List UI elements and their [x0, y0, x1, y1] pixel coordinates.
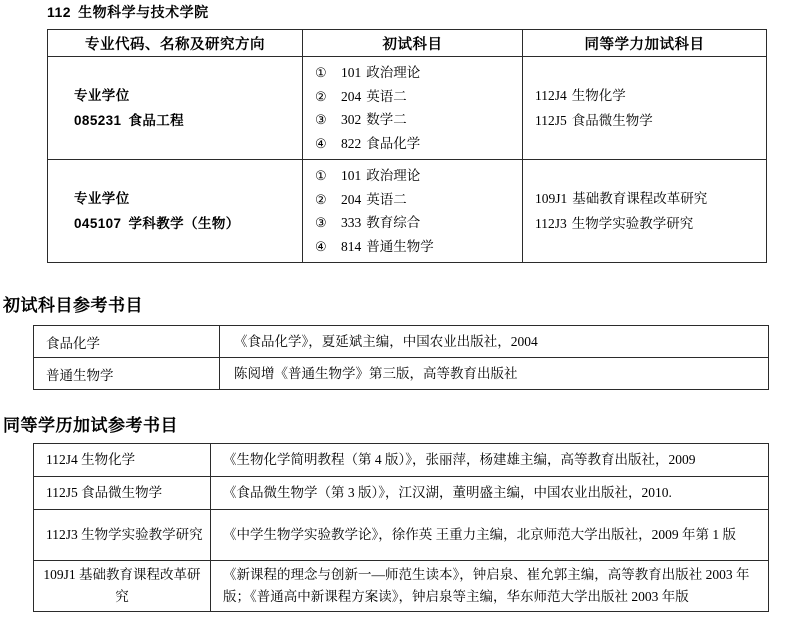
subject-name: 政治理论 — [366, 65, 421, 80]
additional-code: 112J4 — [535, 88, 567, 103]
subject-code: 204 — [341, 191, 362, 207]
additional-subject — [535, 186, 766, 211]
list-item — [315, 132, 522, 156]
equivalent-books-table — [33, 443, 769, 612]
major-code: 045107 — [74, 216, 122, 231]
major-cell — [48, 160, 303, 263]
table-row — [34, 444, 769, 477]
subject-code: 333 — [341, 215, 362, 230]
college-name: 生物科学与技术学院 — [78, 4, 209, 20]
book-subject-cell: 普通生物学 — [34, 358, 220, 390]
book-reference-cell: 《中学生物学实验教学论》，徐作英 王重力主编，北京师范大学出版社，2009 年第 1 版 — [211, 510, 769, 561]
college-code: 112 — [47, 4, 72, 20]
subject-code: 302 — [341, 112, 362, 127]
section-heading-primary-books: 初试科目参考书目 — [3, 296, 143, 315]
list-marker: ③ — [315, 112, 327, 127]
book-reference-cell: 《新课程的理念与创新一—师范生读本》，钟启泉、崔允郭主编，高等教育出版社 2003 年版；《普通高中新课程方案读》，钟启泉等主编，华东师范大学出版社 2003 年版 — [211, 561, 769, 612]
subject-name: 食品化学 — [366, 135, 421, 151]
degree-type: 专业学位 — [74, 88, 130, 103]
additional-code: 112J3 — [535, 216, 567, 231]
list-item — [315, 108, 522, 132]
additional-name: 基础教育课程改革研究 — [572, 191, 708, 206]
table-header-row — [48, 30, 767, 57]
subject-name: 政治理论 — [366, 168, 421, 183]
subject-name: 数学二 — [366, 112, 407, 127]
list-item — [315, 164, 522, 188]
book-subject-cell: 食品化学 — [34, 326, 220, 358]
table-row — [34, 326, 769, 358]
book-reference-cell: 《食品微生物学（第 3 版）》，江汉湖，董明盛主编，中国农业出版社，2010. — [211, 477, 769, 510]
section-heading-equivalent-books: 同等学历加试参考书目 — [3, 416, 178, 435]
book-subject-cell: 112J4 生物化学 — [34, 444, 211, 477]
primary-books-table — [33, 325, 769, 390]
header-primary-exam: 初试科目 — [303, 30, 523, 57]
table-row — [34, 561, 769, 612]
subject-list — [303, 160, 522, 262]
subject-code: 822 — [341, 135, 362, 151]
book-reference-cell: 《生物化学简明教程（第 4 版）》，张丽萍，杨建雄主编，高等教育出版社，2009 — [211, 444, 769, 477]
additional-name: 生物化学 — [571, 88, 626, 103]
list-marker: ② — [315, 191, 327, 207]
subject-code: 814 — [341, 238, 362, 254]
book-subject-cell: 109J1 基础教育课程改革研究 — [34, 561, 211, 612]
header-additional-exam: 同等学力加试科目 — [523, 30, 767, 57]
subject-code: 204 — [341, 88, 362, 104]
additional-name: 生物学实验教学研究 — [571, 216, 694, 231]
additional-code: 109J1 — [535, 191, 568, 206]
additional-name: 食品微生物学 — [571, 113, 653, 128]
list-item — [315, 211, 522, 235]
table-row — [48, 57, 767, 160]
list-marker: ④ — [315, 135, 327, 151]
subject-code: 101 — [341, 168, 362, 183]
additional-subject — [535, 83, 766, 108]
book-reference-cell: 陈阅增《普通生物学》第三版，高等教育出版社 — [220, 358, 769, 390]
major-name-line — [74, 211, 302, 236]
list-item — [315, 235, 522, 259]
list-item — [315, 61, 522, 85]
list-marker: ② — [315, 88, 327, 104]
list-item — [315, 85, 522, 109]
additional-exam-cell — [523, 57, 767, 160]
subject-code: 101 — [341, 65, 362, 80]
book-subject-cell: 112J3 生物学实验教学研究 — [34, 510, 211, 561]
book-reference-cell: 《食品化学》，夏延斌主编，中国农业出版社，2004 — [220, 326, 769, 358]
major-title: 食品工程 — [128, 113, 185, 128]
major-name-line — [74, 108, 302, 133]
additional-exam-cell — [523, 160, 767, 263]
list-marker: ④ — [315, 238, 327, 254]
table-row — [34, 477, 769, 510]
book-subject-cell: 112J5 食品微生物学 — [34, 477, 211, 510]
major-title: 学科教学（生物） — [128, 216, 240, 231]
header-major: 专业代码、名称及研究方向 — [48, 30, 303, 57]
list-item — [315, 188, 522, 212]
subject-name: 普通生物学 — [366, 238, 434, 254]
table-row — [34, 510, 769, 561]
additional-subject — [535, 211, 766, 236]
primary-exam-cell — [303, 57, 523, 160]
major-cell — [48, 57, 303, 160]
table-row — [48, 160, 767, 263]
list-marker: ① — [315, 168, 327, 183]
major-code: 085231 — [74, 113, 122, 128]
table-row — [34, 358, 769, 390]
additional-code: 112J5 — [535, 113, 567, 128]
subject-list — [303, 57, 522, 159]
additional-subject — [535, 108, 766, 133]
majors-table — [47, 29, 767, 263]
list-marker: ③ — [315, 215, 327, 230]
primary-exam-cell — [303, 160, 523, 263]
subject-name: 英语二 — [366, 88, 407, 104]
college-heading — [47, 2, 209, 22]
list-marker: ① — [315, 65, 327, 80]
subject-name: 教育综合 — [366, 215, 421, 230]
degree-type: 专业学位 — [74, 191, 130, 206]
subject-name: 英语二 — [366, 191, 407, 207]
